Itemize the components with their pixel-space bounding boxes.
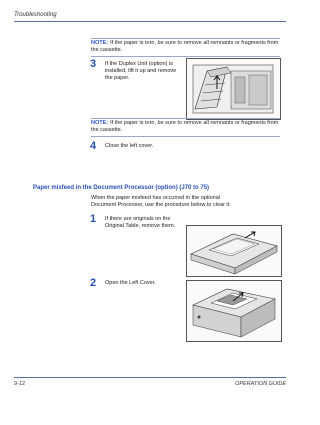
step-text: Open the Left Cover. (105, 280, 156, 286)
note-text: If the paper is torn, be sure to remove all remnants or fragments from the cassette. (91, 120, 279, 133)
document-processor-illustration (186, 225, 282, 277)
section-heading: Paper misfeed in the Document Processor (option) (J70 to 75) (33, 185, 210, 191)
note-top-rule (91, 118, 280, 119)
note-2 (91, 120, 281, 134)
step-number: 1 (90, 213, 97, 225)
running-header: Troubleshooting (14, 12, 57, 18)
note-bottom-rule (91, 56, 280, 57)
note-top-rule (91, 38, 280, 39)
guide-title: OPERATION GUIDE (235, 381, 286, 387)
note-label: NOTE: (91, 120, 109, 126)
page-number: 9-12 (14, 381, 26, 387)
note-1 (91, 40, 281, 54)
duplex-unit-illustration (186, 58, 281, 120)
header-divider (14, 21, 286, 22)
note-text: If the paper is torn, be sure to remove all remnants or fragments from the cassette. (91, 40, 279, 53)
left-cover-illustration (186, 280, 282, 342)
footer-divider (14, 377, 286, 378)
step-text: If the Duplex Unit (option) is installed, lift it up and remove the paper. (105, 61, 177, 81)
step-number: 3 (90, 58, 97, 70)
step-text: Close the left cover. (105, 143, 154, 149)
step-text: If there are originals on the Original Table, remove them. (105, 216, 176, 229)
step-number: 4 (90, 140, 97, 152)
step-number: 2 (90, 277, 97, 289)
section-intro: When the paper misfeed has occurred in the optional Document Processor, use the procedure below to clear it. (91, 195, 231, 208)
note-bottom-rule (91, 136, 280, 137)
note-label: NOTE: (91, 40, 109, 46)
